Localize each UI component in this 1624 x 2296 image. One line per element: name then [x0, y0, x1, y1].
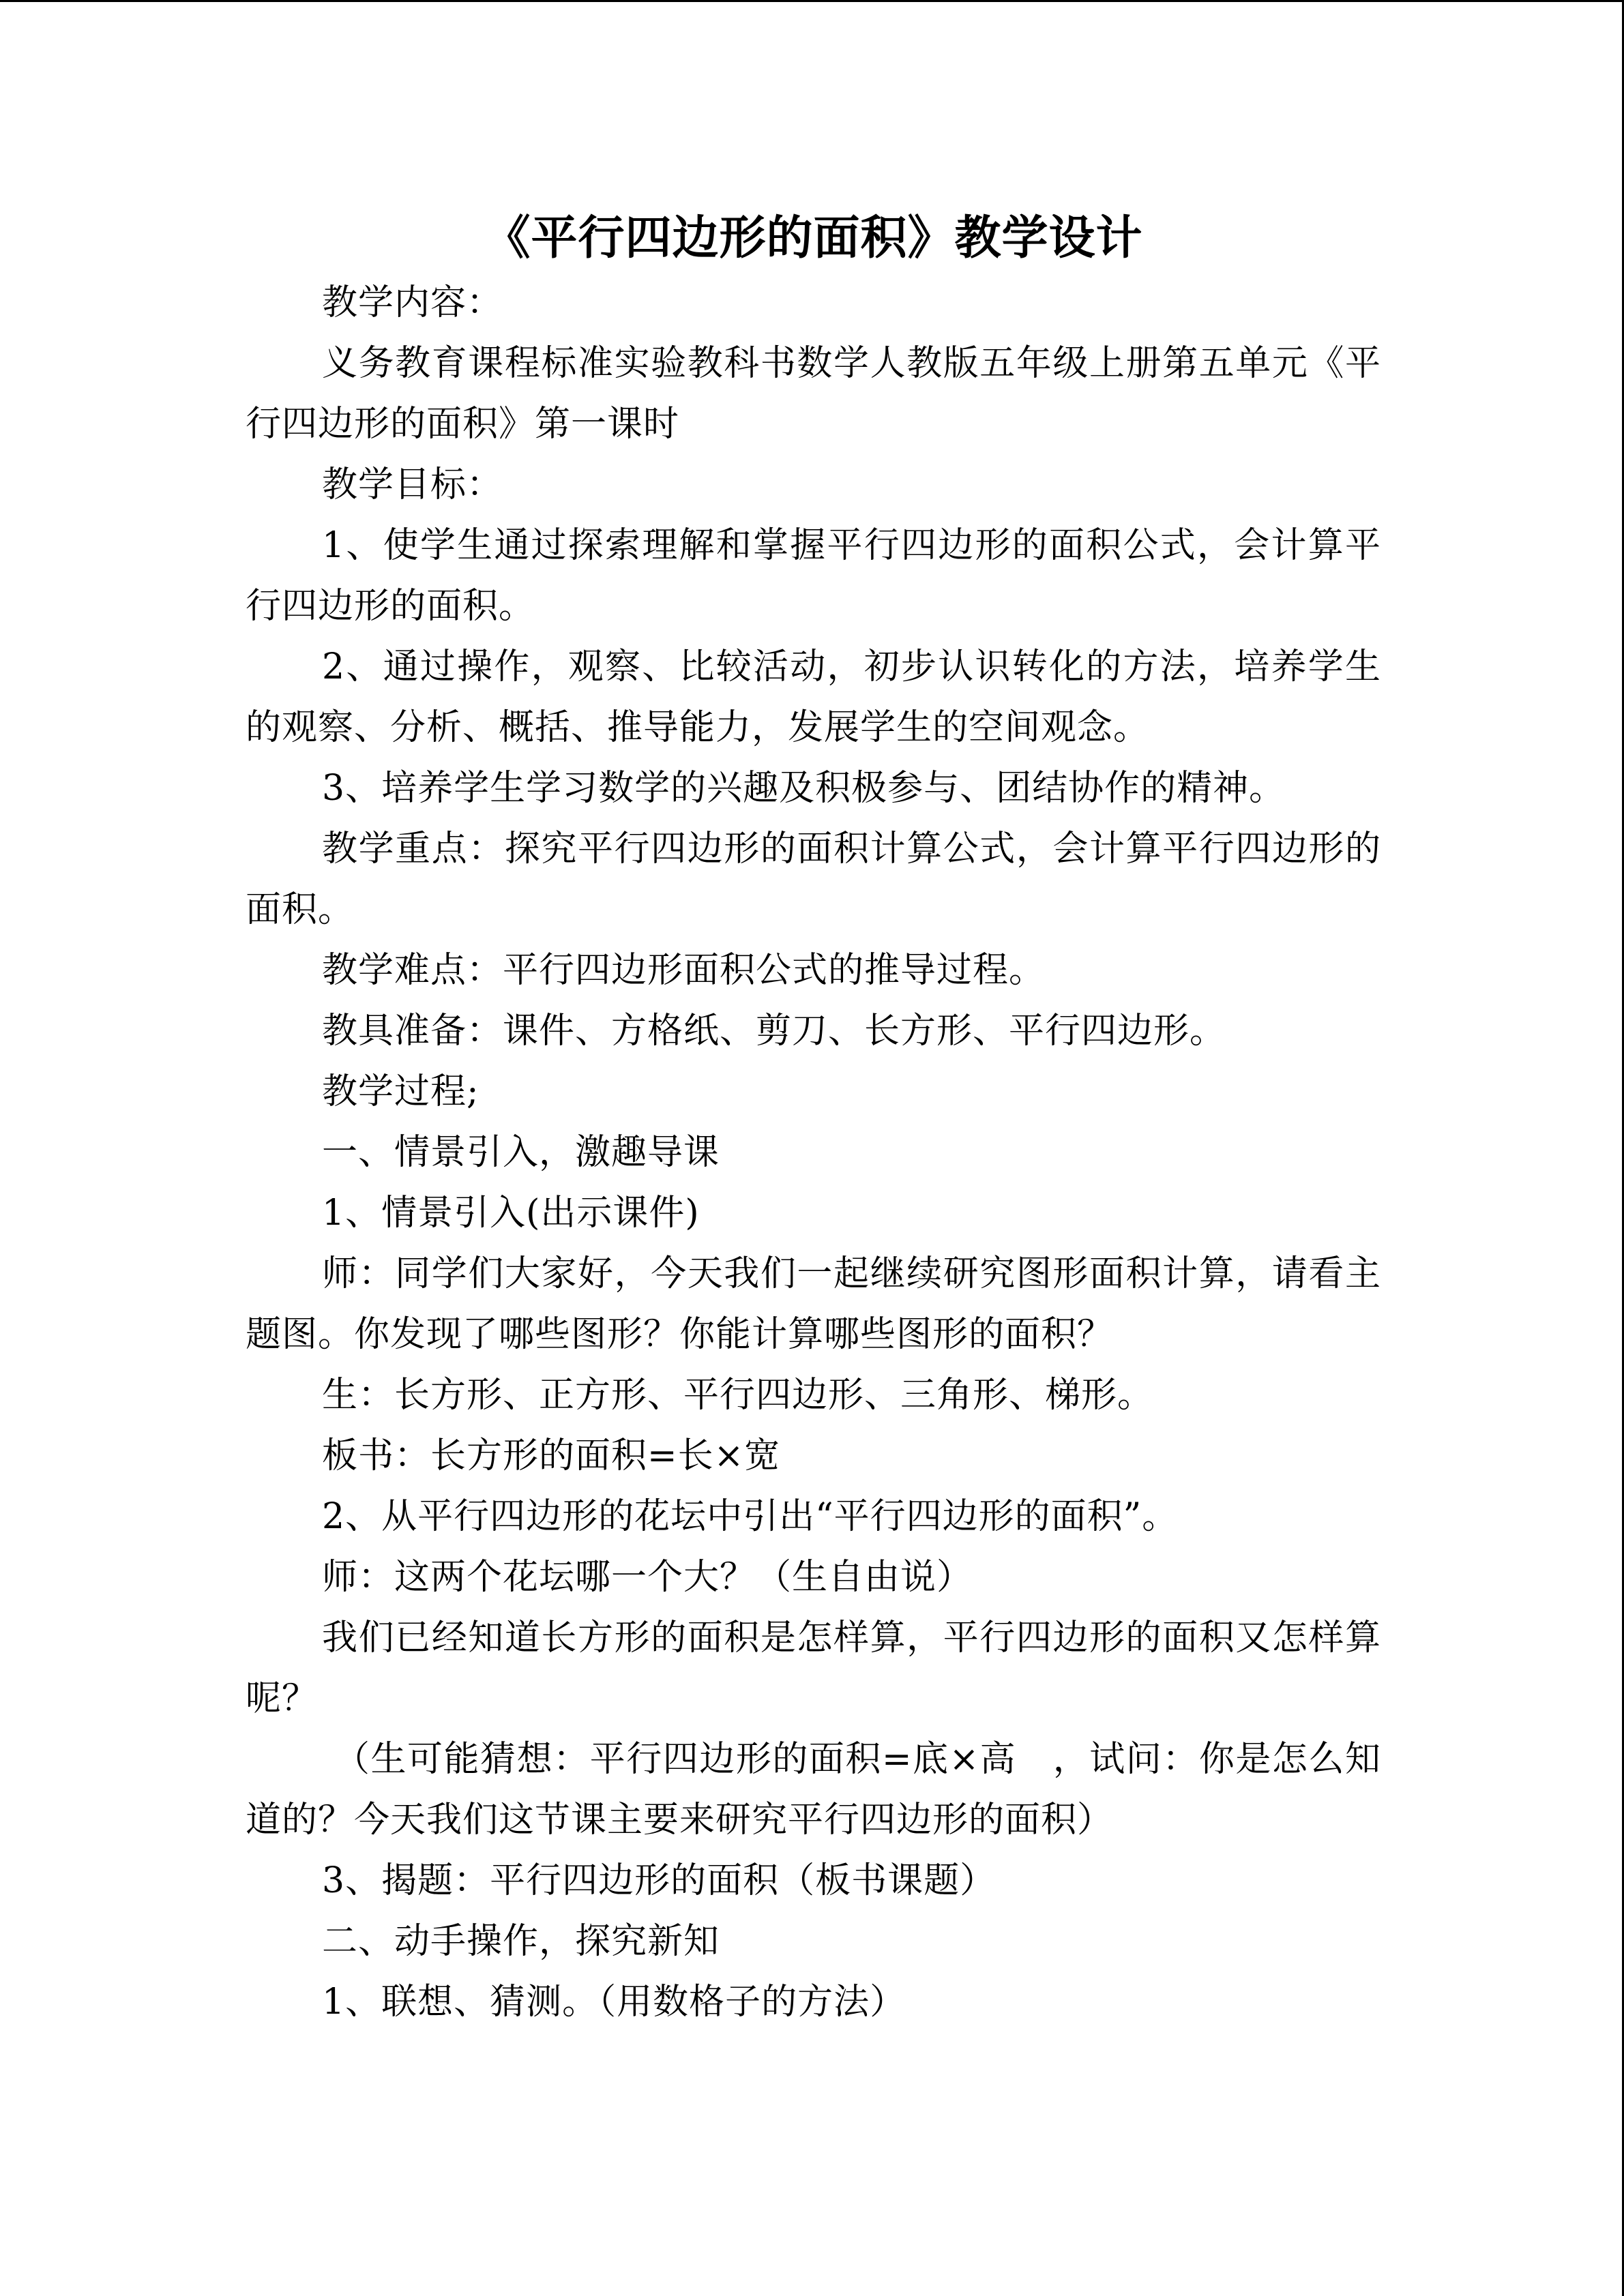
document-title: 《平行四边形的面积》教学设计 — [484, 211, 1143, 265]
paragraph-step-3: 3、揭题：平行四边形的面积（板书课题） — [322, 1860, 996, 1901]
paragraph-step-2: 2、从平行四边形的花坛中引出“平行四边形的面积”。 — [322, 1496, 1179, 1537]
paragraph-objectives-heading: 教学目标： — [322, 464, 503, 505]
paragraph-step-1: 1、情景引入(出示课件) — [322, 1193, 700, 1234]
paragraph-objective-1: 1、使学生通过探索理解和掌握平行四边形的面积公式，会计算平行四边形的面积。 — [246, 525, 1381, 627]
paragraph-difficulty: 教学难点：平行四边形面积公式的推导过程。 — [322, 950, 1046, 991]
paragraph-content: 义务教育课程标准实验教科书数学人教版五年级上册第五单元《平行四边形的面积》第一课时 — [246, 343, 1381, 445]
paragraph-process-heading: 教学过程; — [322, 1071, 479, 1112]
paragraph-objective-3: 3、培养学生学习数学的兴趣及积极参与、团结协作的精神。 — [322, 768, 1286, 809]
paragraph-section-2: 二、动手操作，探究新知 — [322, 1921, 720, 1962]
paragraph-section-1: 一、情景引入，激趣导课 — [322, 1132, 720, 1173]
paragraph-content-heading: 教学内容： — [322, 282, 503, 323]
paragraph-question: 我们已经知道长方形的面积是怎样算，平行四边形的面积又怎样算呢？ — [246, 1617, 1381, 1719]
paragraph-step-4: 1、联想、猜测。（用数格子的方法） — [322, 1982, 906, 2023]
paragraph-student-1: 生：长方形、正方形、平行四边形、三角形、梯形。 — [322, 1375, 1154, 1416]
page-border-top — [0, 0, 1624, 2]
paragraph-teacher-2: 师：这两个花坛哪一个大？（生自由说） — [322, 1557, 973, 1598]
paragraph-board-1: 板书：长方形的面积=长×宽 — [322, 1435, 781, 1476]
document-body — [246, 205, 1381, 2033]
paragraph-teacher-1: 师：同学们大家好，今天我们一起继续研究图形面积计算，请看主题图。你发现了哪些图形？你能计算哪些图形的面积？ — [246, 1253, 1381, 1355]
paragraph-key-point: 教学重点：探究平行四边形的面积计算公式，会计算平行四边形的面积。 — [246, 829, 1381, 930]
paragraph-materials: 教具准备：课件、方格纸、剪刀、长方形、平行四边形。 — [322, 1011, 1226, 1052]
paragraph-guess: （生可能猜想：平行四边形的面积=底×高 ，试问：你是怎么知道的？今天我们这节课主要来研究平行四边形的面积） — [246, 1739, 1381, 1840]
paragraph-objective-2: 2、通过操作，观察、比较活动，初步认识转化的方法，培养学生的观察、分析、概括、推导能力，发展学生的空间观念。 — [246, 646, 1381, 748]
